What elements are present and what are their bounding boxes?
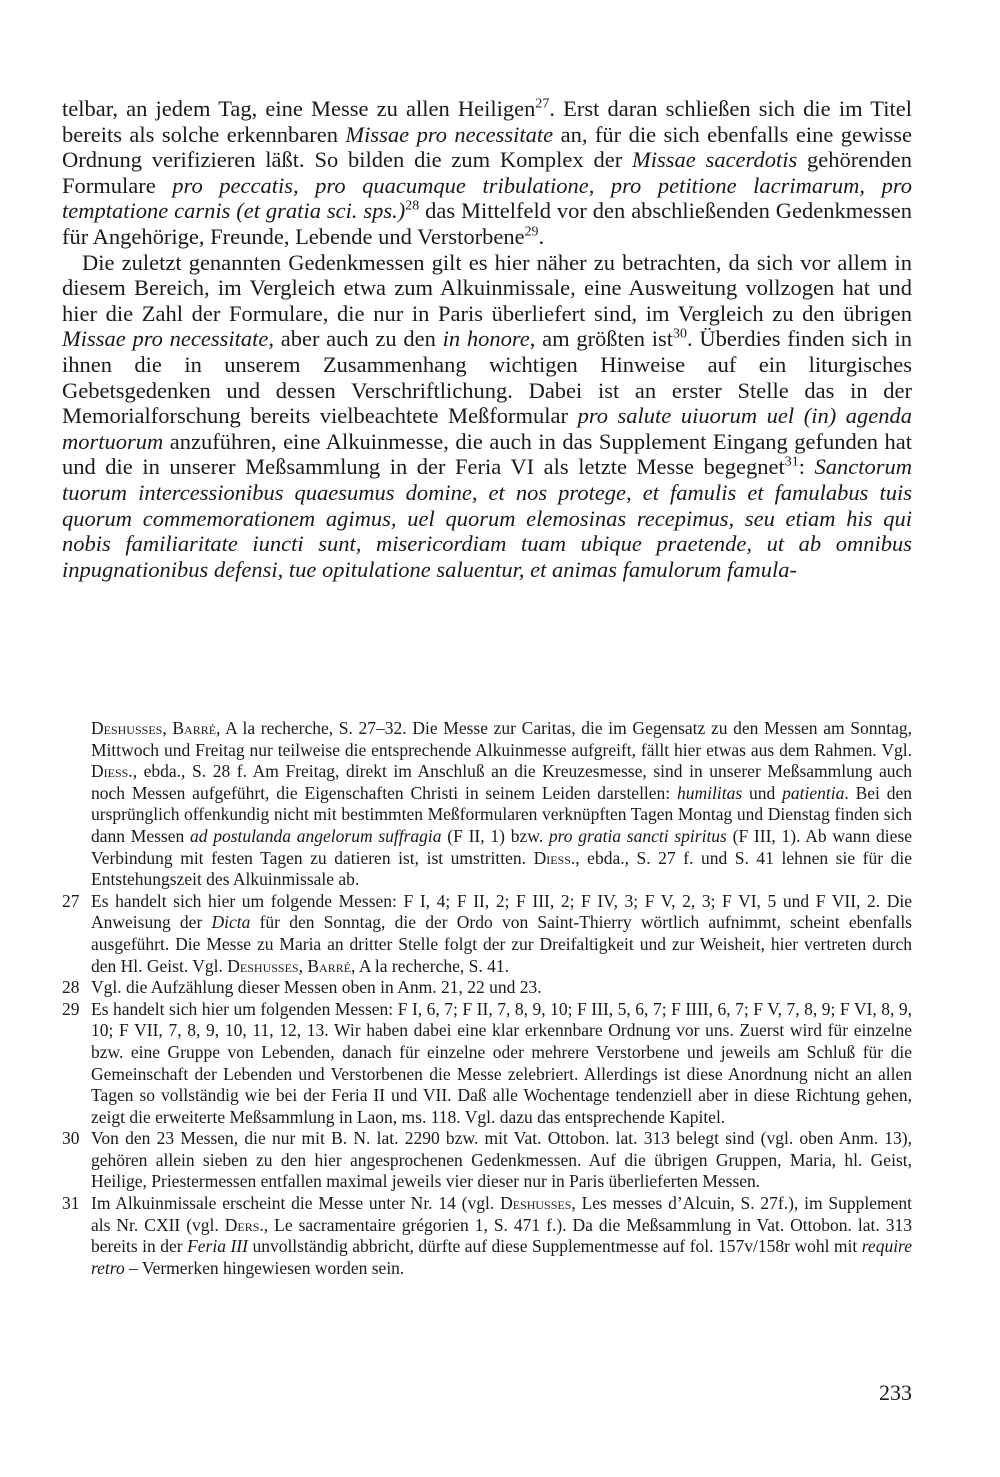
text-run: gehörenden Formulare	[62, 147, 912, 198]
italic-term: pro peccatis, pro quacumque tribulatione, pro petitione lacrimarum, pro temptatione carnis (et gratia sci. sps.)	[62, 172, 912, 224]
text-run: , A la recherche, S. 41.	[351, 955, 509, 976]
text-run: das Mittelfeld vor den abschließenden Gedenkmessen für Angehörige, Freunde, Lebende und Verstorbene	[62, 198, 912, 249]
italic-term: Feria III	[187, 1236, 248, 1257]
latin-quotation: Sanctorum tuorum intercessionibus quaesumus domine, et nos protege, et famulis et famulabus tuis quorum commemorationem agimus, uel quorum elemosinas recepimus, seu etiam his qui nobis familiaritate iuncti sunt, misericordiam tuam ubique praetende, ut ab omnibus inpugnationibus defensi, tue opitulatione saluentur, et animas famulorum famula-	[62, 454, 912, 582]
footnote-ref-27[interactable]: 27	[535, 96, 550, 112]
text-run: an, für die sich ebenfalls eine gewisse Ordnung verifizieren läßt. So bilden die zum Komplex der	[62, 121, 912, 173]
author-name: Diess.	[533, 847, 576, 868]
footnote-27	[62, 891, 912, 977]
italic-term: ad postulanda angelorum suffragia	[189, 825, 442, 846]
footnote-ref-28[interactable]: 28	[405, 198, 420, 214]
text-run: . Überdies finden sich in ihnen die in unserem Zusammenhang wichtigen Hinweise auf ein liturgisches Gebetsgedenken und dessen Verschriftlichung. Dabei ist an erster Stelle das in der Memorialforschung bereits vielbeachtete Meßformular	[62, 326, 912, 429]
author-name: Deshusses, Barré	[91, 718, 217, 738]
text-run: :	[798, 454, 815, 480]
paragraph-2	[62, 250, 912, 583]
text-run: unvollständig abbricht, dürfte auf diese Supplementmesse auf fol. 157v/158r wohl mit	[247, 1236, 862, 1257]
text-run: für den Sonntag, die der Ordo von Saint-Thierry wörtlich aufnimmt, scheint ebenfalls ausgeführt. Die Messe zu Maria an dritter Stelle folgt der zur Dreifaltigkeit und zur Weisheit, hier vertreten durch den Hl. Geist. Vgl.	[91, 912, 912, 976]
text-run: , A la recherche, S. 27–32. Die Messe zur Caritas, die im Gegensatz zu den Messen am Sonntag, Mittwoch und Freitag nur teilweise die entsprechende Alkuinmesse aufgreift, fällt hier etwas aus dem Rahmen. Vgl.	[91, 718, 912, 760]
italic-term: patientia	[782, 782, 845, 803]
footnote-number: 31	[62, 1193, 80, 1214]
italic-term: pro salute uiuorum uel (in) agenda mortuorum	[62, 403, 912, 454]
author-name: Deshusses, Barré	[227, 955, 352, 976]
footnote-ref-31[interactable]: 31	[784, 454, 799, 470]
footnote-number: 28	[62, 977, 80, 998]
text-run: , Les messes d’Alcuin, S. 27f.), im Supplement als Nr. CXII (vgl.	[91, 1193, 912, 1235]
text-run: (F II, 1) bzw.	[441, 825, 549, 846]
footnote-number: 30	[62, 1128, 80, 1149]
author-name: Ders.	[224, 1214, 264, 1235]
text-run: Von den 23 Messen, die nur mit B. N. lat. 2290 bzw. mit Vat. Ottobon. lat. 313 belegt sind (vgl. oben Anm. 13), gehören allein sieben zu den hier angesprochenen Gedenkmessen. Auf die übrigen Gruppen, Maria, hl. Geist, Heilige, Priestermessen entfallen maximal jeweils vier dieser nur in Paris überlieferten Messen.	[91, 1128, 912, 1192]
footnote-number: 29	[62, 998, 80, 1019]
page-number: 233	[879, 1380, 912, 1405]
italic-term: pro gratia sancti spiritus	[548, 825, 727, 846]
footnote-ref-30[interactable]: 30	[673, 326, 687, 342]
italic-term: Dicta	[211, 912, 251, 933]
footnote-30	[62, 1128, 912, 1193]
footnote-number: 27	[62, 890, 80, 911]
footnote-ref-29[interactable]: 29	[524, 224, 539, 240]
text-run: , aber auch zu den	[268, 326, 443, 352]
author-name: Deshusses	[500, 1193, 572, 1214]
text-run: (F III, 1). Ab wann diese Verbindung mit festen Tagen zu datieren ist, ist umstritten.	[91, 825, 913, 868]
paragraph-1	[62, 96, 912, 250]
footnote-continuation	[62, 718, 912, 891]
text-run: Die zuletzt genannten Gedenkmessen gilt es hier näher zu betrachten, da sich vor allem in diesem Bereich, im Vergleich etwa zum Alkuinmissale, eine Ausweitung vollzogen hat und hier die Zahl der Formulare, die nur in Paris überliefert sind, im Vergleich zu den übrigen	[62, 249, 912, 326]
text-run: , ebda., S. 28 f. Am Freitag, direkt im Anschluß an die Kreuzesmesse, sind in unserer Meßsammlung auch noch Messen aufgeführt, die Eigenschaften Christi in seinem Leiden darstellen:	[91, 761, 912, 803]
text-run: anzuführen, eine Alkuinmesse, die auch in das Supplement Eingang gefunden hat und die in unserer Meßsammlung in der Feria VI als letzte Messe begegnet	[62, 428, 912, 480]
footnote-28	[62, 977, 912, 999]
italic-term: require retro	[91, 1236, 912, 1278]
footnotes	[62, 718, 912, 1279]
italic-term: Missae pro necessitate	[62, 326, 269, 352]
text-run: , Le sacramentaire grégorien 1, S. 471 f.). Da die Meßsammlung in Vat. Ottobon. lat. 313 bereits in der	[91, 1214, 912, 1257]
text-run: .	[538, 223, 545, 249]
text-run: Es handelt sich hier um folgende Messen: F I, 4; F II, 2; F III, 2; F IV, 3; F V, 2, 3; F VI, 5 und F VII, 2. Die Anweisung der	[91, 890, 912, 933]
italic-term: in honore	[442, 326, 530, 352]
author-name: Diess.	[91, 761, 133, 782]
italic-term: Missae pro necessitate	[345, 121, 554, 147]
text-run: . Bei den ursprünglich offenkundig nicht mit bestimmten Meßformularen verknüpften Tagen Montag und Dienstag finden sich dann Messen	[91, 782, 912, 846]
text-run: . Erst daran schließen sich die im Titel bereits als solche erkennbaren	[62, 96, 913, 147]
main-text	[62, 96, 912, 582]
text-run: , ebda., S. 27 f. und S. 41 lehnen sie für die Entstehungszeit des Alkuinmissale ab.	[91, 847, 912, 890]
italic-term: Missae sacerdotis	[632, 147, 798, 173]
text-run: Vgl. die Aufzählung dieser Messen oben in Anm. 21, 22 und 23.	[91, 977, 542, 998]
footnote-31	[62, 1193, 912, 1279]
footnote-29	[62, 999, 912, 1129]
text-run: , am größten ist	[529, 326, 674, 352]
text-run: – Vermerken hingewiesen worden sein.	[124, 1257, 405, 1278]
text-run: telbar, an jedem Tag, eine Messe zu allen Heiligen	[62, 96, 536, 121]
text-run: Im Alkuinmissale erscheint die Messe unter Nr. 14 (vgl.	[91, 1193, 501, 1214]
italic-term: humilitas	[677, 782, 743, 803]
text-run: Es handelt sich hier um folgenden Messen: F I, 6, 7; F II, 7, 8, 9, 10; F III, 5, 6, 7; F IIII, 6, 7; F V, 7, 8, 9; F VI, 8, 9, 10; F VII, 7, 8, 9, 10, 11, 12, 13. Wir haben dabei eine klar erkennbare Ordnung vor uns. Zuerst wird für einzelne bzw. eine Gruppe von Lebenden, danach für einzelne oder mehrere Verstorbene und jeweils am Schluß für die Gemeinschaft der Lebenden und Verstorbenen die Messe zelebriert. Allerdings ist diese Anordnung nicht an allen Tagen so vollständig wie bei der Feria II und VII. Daß alle Wochentage tendenziell aber in diese Richtung gehen, zeigt die erweiterte Meßsammlung in Laon, ms. 118. Vgl. dazu das entsprechende Kapitel.	[91, 998, 912, 1127]
text-run: und	[742, 782, 783, 803]
